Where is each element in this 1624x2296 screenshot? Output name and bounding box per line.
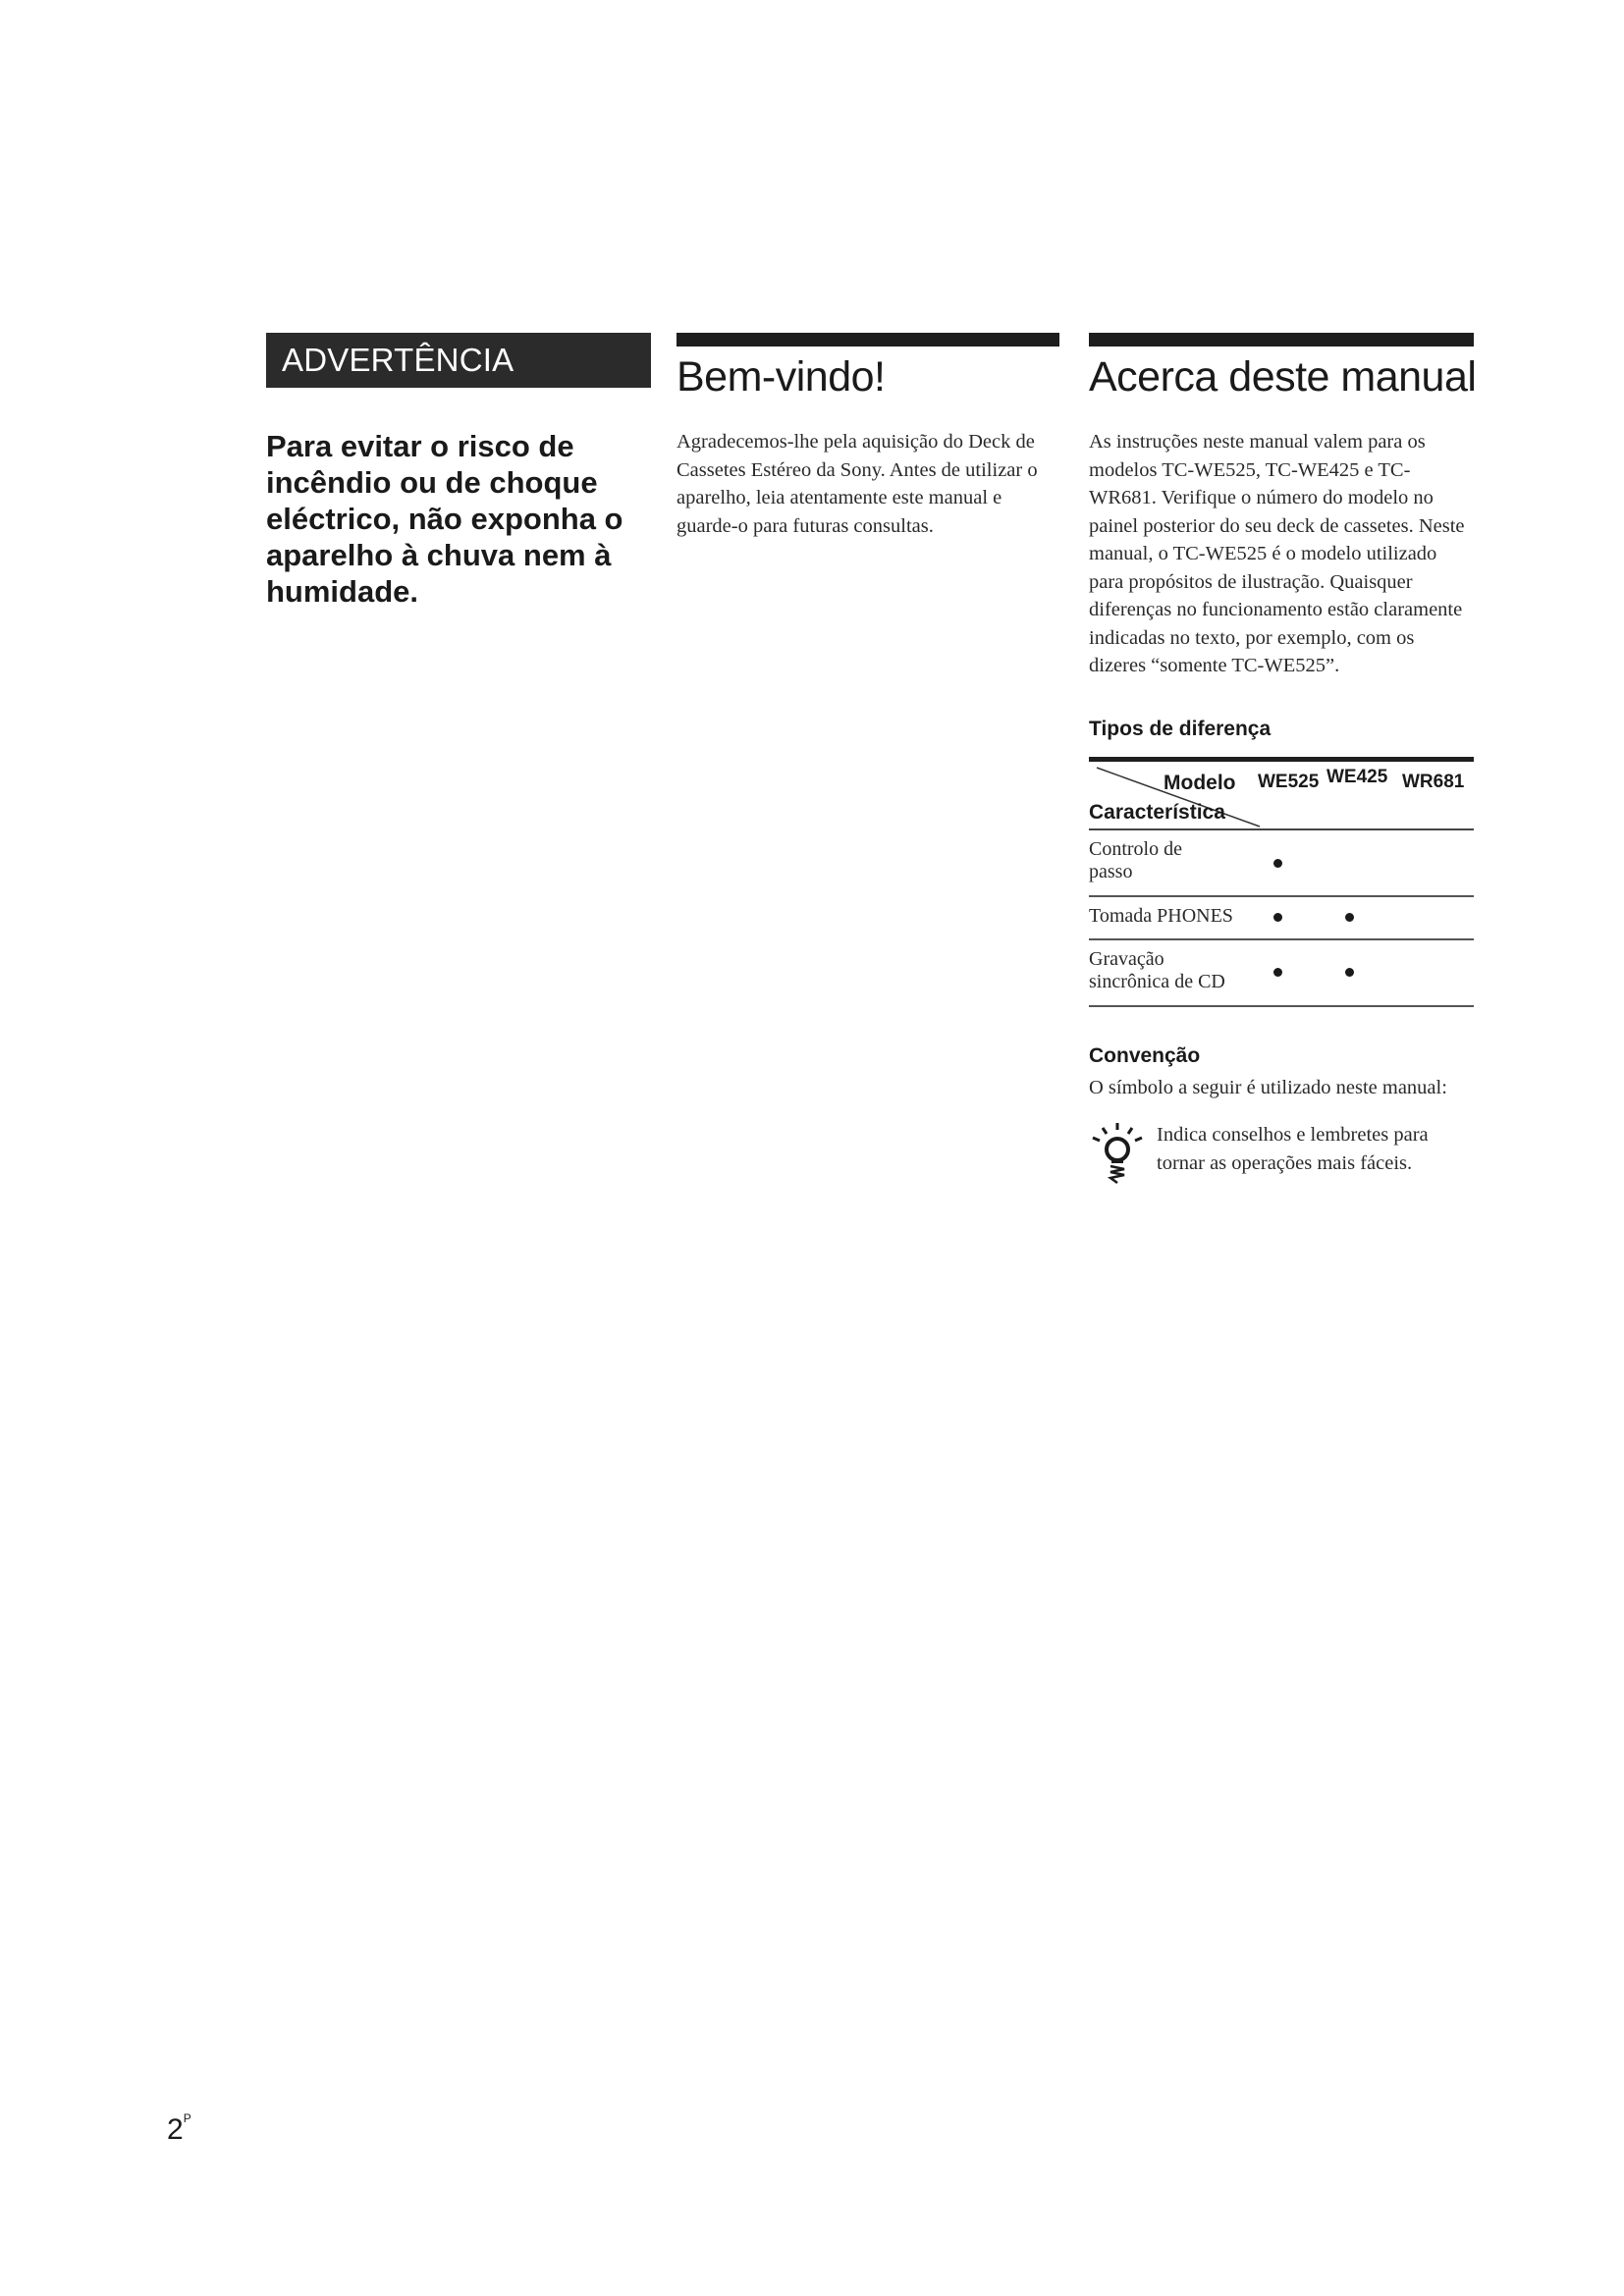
tip-text: Indica conselhos e lembretes para tornar as operações mais fáceis.: [1157, 1124, 1429, 1174]
page-number-value: 2: [167, 2113, 184, 2146]
page-number-suffix: P: [183, 2111, 191, 2125]
row-feature: Tomada PHONES: [1089, 904, 1233, 927]
welcome-bar: [677, 333, 1059, 347]
dot-mark: [1273, 913, 1282, 922]
page-number: [167, 2113, 191, 2147]
about-section: [1089, 333, 1477, 1190]
lightbulb-tip-icon: [1089, 1121, 1148, 1190]
header-model: Modelo: [1164, 771, 1236, 794]
warning-text: Para evitar o risco de incêndio ou de choque eléctrico, não exponha o aparelho à chuva nem à humidade.: [266, 429, 623, 609]
about-title: Acerca deste manual: [1089, 353, 1477, 400]
table-row: [1089, 940, 1474, 1007]
tip-block: [1089, 1121, 1474, 1190]
diff-title: Tipos de diferença: [1089, 717, 1272, 740]
table-row: [1089, 897, 1474, 940]
convention-title: Convenção: [1089, 1043, 1201, 1067]
dot-mark: [1345, 913, 1354, 922]
welcome-title: Bem-vindo!: [677, 353, 886, 400]
about-text: As instruções neste manual valem para os modelos TC-WE525, TC-WE425 e TC-WR681. Verifique o número do modelo no painel posterior do seu deck de cassetes. Neste manual, o TC-WE525 é o modelo utilizado para propósitos de ilustração. Quaisquer diferenças no funcionamento estão claramente indicadas no texto, por exemplo, com os dizeres “somente TC-WE525”.: [1089, 431, 1465, 676]
header-model-2: WE425: [1326, 766, 1388, 787]
welcome-section: [677, 333, 1059, 540]
about-bar: [1089, 333, 1474, 347]
header-model-3: WR681: [1402, 771, 1465, 792]
header-feature: Característica: [1089, 800, 1225, 824]
table-header: [1089, 762, 1474, 830]
diff-table: [1089, 757, 1474, 1007]
row-feature: Controlo de passo: [1089, 837, 1182, 882]
table-row: [1089, 830, 1474, 897]
welcome-text: Agradecemos-lhe pela aquisição do Deck de Cassetes Estéreo da Sony. Antes de utilizar o aparelho, leia atentamente este manual e guarde-o para futuras consultas.: [677, 431, 1038, 537]
convention-text: O símbolo a seguir é utilizado neste manual:: [1089, 1076, 1447, 1098]
warning-title: ADVERTÊNCIA: [266, 333, 651, 388]
warning-section: [266, 333, 651, 610]
dot-mark: [1345, 968, 1354, 977]
header-model-1: WE525: [1258, 771, 1320, 792]
row-feature: Gravação sincrônica de CD: [1089, 947, 1225, 992]
dot-mark: [1273, 859, 1282, 868]
dot-mark: [1273, 968, 1282, 977]
